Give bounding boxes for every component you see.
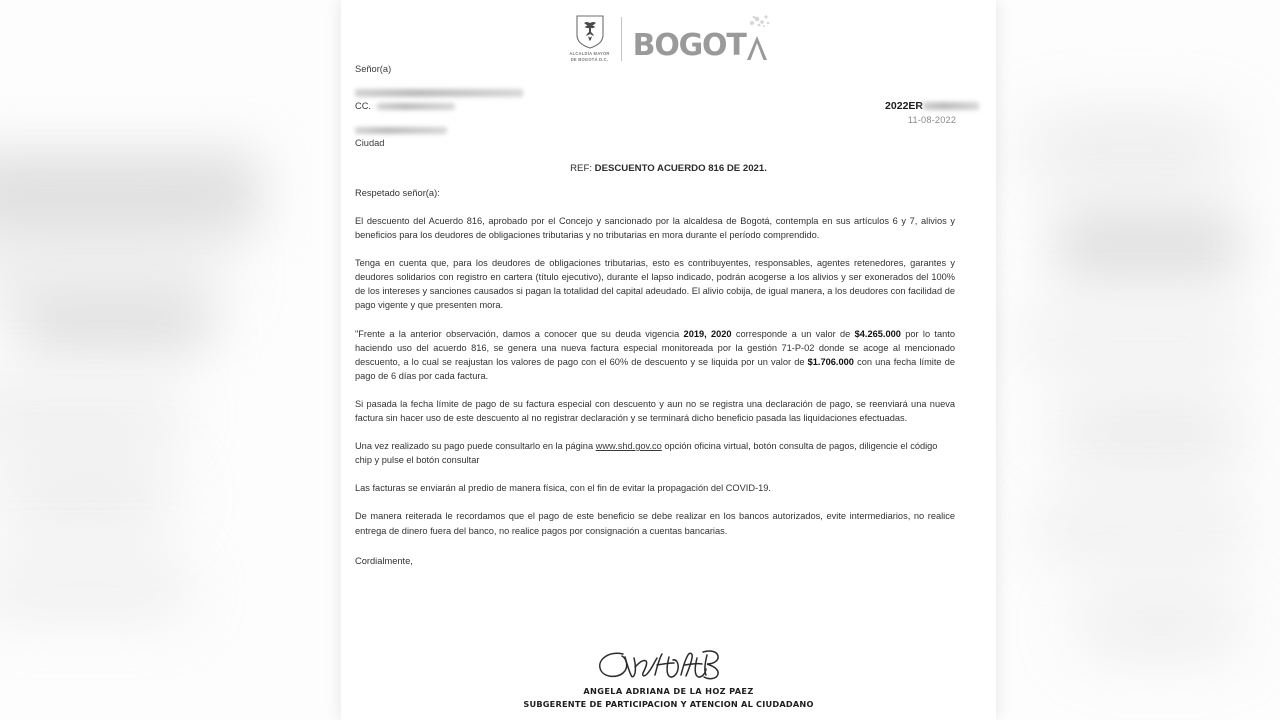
- letter-paragraph-7: De manera reiterada le recordamos que el pago de este beneficio se debe realizar en los bancos autorizados, evite intermediarios, no realice entrega de dinero fuera del banco, no realice pagos por consignación a cuentas bancarias.: [355, 511, 955, 536]
- letter-closing: Cordialmente,: [355, 555, 413, 566]
- crest-caption-line2: DE BOGOTÁ D.C.: [570, 57, 609, 62]
- background-smear: [0, 380, 180, 450]
- wordmark-chevron-a-icon: [746, 32, 768, 62]
- addressee-city: Ciudad: [355, 138, 385, 148]
- radicado-block: [885, 100, 979, 125]
- handwritten-signature-icon: [589, 645, 749, 685]
- radicado-date: 11-08-2022: [907, 115, 957, 125]
- p3-text-b: corresponde a un valor de: [731, 328, 855, 339]
- p3-amount-total: $4.265.000: [854, 328, 901, 339]
- background-smear: [0, 245, 220, 305]
- signatory-role: SUBGERENTE DE PARTICIPACION Y ATENCION AL CIUDADANO: [523, 699, 814, 709]
- signature-block: [341, 645, 996, 709]
- letter-body: [355, 188, 955, 566]
- p3-text-a: "Frente a la anterior observación, damos a conocer que su deuda vigencia: [355, 328, 684, 339]
- letter-paragraph-5: [355, 439, 955, 467]
- background-smear: [0, 560, 190, 620]
- crest-caption: [569, 51, 609, 62]
- background-smear: [1030, 120, 1230, 180]
- radicado-number-prefix: 2022ER: [885, 100, 923, 112]
- radicado-number-redacted: [923, 102, 979, 110]
- background-smear: [0, 470, 170, 525]
- bogota-coat-of-arms-icon: [575, 15, 605, 49]
- reference-subject: DESCUENTO ACUERDO 816 DE 2021.: [594, 163, 767, 174]
- addressee-id: [355, 101, 455, 111]
- background-smear: [20, 300, 210, 350]
- letterhead: [341, 10, 996, 68]
- radicado-number: [885, 100, 979, 112]
- letter-paragraph-6: Las facturas se enviarán al predio de manera física, con el fin de evitar la propagación del COVID-19.: [355, 483, 771, 494]
- letter-paragraph-2: Tenga en cuenta que, para los deudores de obligaciones tributarias, esto es contribuyentes, responsables, agentes retenedores, garantes y deudores solidarios con registro en cartera (título ejecutivo), durante el lapso indicado, podrán acogerse a los alivios y ser exonerados del 100% de los intereses y sanciones causados si pagan la totalidad del capital adeudado. El alivio cobija, de igual manera, a los deudores con facilidad de pago vigente y que presenten mora.: [355, 258, 955, 311]
- alcaldia-crest-block: [569, 15, 609, 62]
- addressee-id-redacted: [377, 103, 455, 110]
- addressee-id-label: CC.: [355, 101, 372, 111]
- wordmark-text: BOGOT: [632, 28, 746, 63]
- background-smear: [1055, 210, 1240, 280]
- background-smear: [0, 150, 260, 235]
- letterhead-divider: [621, 17, 622, 61]
- crest-caption-line1: ALCALDÍA MAYOR: [569, 51, 610, 57]
- reference-line: [341, 163, 996, 174]
- p5-text-a: Una vez realizado su pago puede consultarlo en la página: [355, 441, 596, 452]
- signatory-name: ANGELA ADRIANA DE LA HOZ PAEZ: [583, 686, 754, 696]
- background-smear: [1035, 500, 1250, 560]
- p5-text-b: opción oficina virtual, botón consulta de pagos, diligencie el código chip y pulse el botón consultar: [355, 441, 938, 466]
- p3-text-d: con una fecha límite de pago de 6 días por cada factura.: [355, 356, 955, 381]
- letter-paragraph-4: Si pasada la fecha límite de pago de su factura especial con descuento y aun no se registra una declaración de pago, se reenviará una nueva factura sin hacer uso de este descuento al no registrar declaración y se terminará dicho beneficio pasada las liquidaciones efectuadas.: [355, 398, 955, 424]
- p3-text-c: por lo tanto haciendo uso del acuerdo 816, se genera una nueva factura especial monitoreada por la gestión 71-P-02 donde se acoge al mencionado descuento, a lo cual se reajustan los valores de pago con el 60% de descuento y se liquida por un valor de: [355, 328, 956, 367]
- letter-paragraph-3: [355, 327, 955, 383]
- shd-website-link[interactable]: www.shd.gov.co: [595, 441, 662, 452]
- background-smear: [1080, 600, 1240, 650]
- bogota-wordmark: [633, 17, 768, 61]
- p3-amount-discounted: $1.706.000: [807, 356, 854, 367]
- background-smear: [1060, 400, 1240, 465]
- addressee-name-redacted: [355, 84, 523, 102]
- addressee-salutation: Señor(a): [355, 64, 392, 74]
- reference-label: REF:: [570, 163, 592, 174]
- letter-greeting: Respetado señor(a):: [355, 188, 440, 198]
- background-smear: [1020, 310, 1250, 365]
- letter-paragraph-1: El descuento del Acuerdo 816, aprobado por el Concejo y sancionado por la alcaldesa de Bogotá, contempla en sus artículos 6 y 7, alivios y beneficios para los deudores de obligaciones tributarias y no tributarias en mora durante el período comprendido.: [355, 216, 955, 241]
- sparkle-flourish-icon: [746, 12, 772, 30]
- document-page: [341, 0, 996, 720]
- p3-years: 2019, 2020: [683, 328, 732, 339]
